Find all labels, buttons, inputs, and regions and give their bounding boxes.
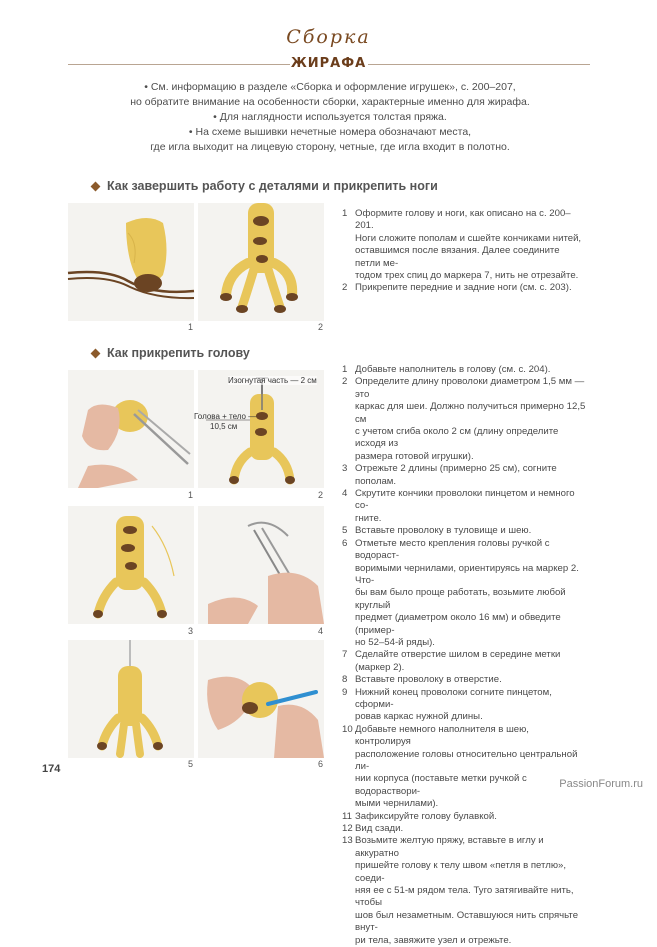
step-number: 4 bbox=[342, 488, 348, 500]
step-line: бы вам было проще работать, возьмите любой круглый bbox=[355, 587, 566, 611]
step-line: Отметьте место крепления головы ручкой с водораст- bbox=[355, 537, 550, 562]
step-item bbox=[342, 649, 587, 674]
step-number: 2 bbox=[342, 376, 348, 388]
section1-title: Как завершить работу с деталями и прикрепить ноги bbox=[107, 179, 438, 193]
intro-line: где игла выходит на лицевую сторону, четные, где игла входит в полотно. bbox=[150, 141, 510, 153]
section2-photo-1 bbox=[68, 370, 194, 488]
step-line: воримыми чернилами, ориентируясь на маркер 2. Что- bbox=[355, 562, 579, 586]
step-text bbox=[355, 538, 587, 650]
section2-title: Как прикрепить голову bbox=[107, 346, 250, 360]
step-line: Отрежьте 2 длины (примерно 25 см), согните пополам. bbox=[355, 463, 557, 487]
step-number: 10 bbox=[342, 723, 353, 735]
step-text bbox=[355, 376, 587, 463]
diamond-bullet-icon bbox=[91, 181, 101, 191]
annotation-line: 10,5 см bbox=[210, 422, 238, 431]
step-number: 8 bbox=[342, 674, 348, 686]
site-watermark: PassionForum.ru bbox=[559, 778, 643, 790]
step-text bbox=[355, 687, 587, 724]
step-item bbox=[342, 811, 587, 823]
step-item bbox=[342, 282, 587, 294]
step-number: 6 bbox=[342, 537, 348, 549]
step-line: Определите длину проволоки диаметром 1,5 мм — это bbox=[355, 376, 585, 400]
photo-number: 2 bbox=[318, 490, 324, 500]
step-number: 13 bbox=[342, 835, 353, 847]
step-line: тодом трех спиц до маркера 7, нить не отрезайте. bbox=[355, 270, 579, 282]
step-line: мыми чернилами). bbox=[355, 798, 439, 810]
step-text bbox=[355, 364, 587, 376]
step-number: 1 bbox=[342, 208, 348, 219]
step-line: Вид сзади. bbox=[355, 823, 404, 835]
step-line: размера готовой игрушки). bbox=[355, 450, 474, 462]
section2-steps bbox=[342, 364, 587, 947]
step-number: 7 bbox=[342, 649, 348, 661]
step-number: 5 bbox=[342, 525, 348, 537]
step-line: Добавьте наполнитель в голову (см. с. 204). bbox=[355, 364, 551, 375]
step-line: ри тела, завяжите узел и отрежьте. bbox=[355, 934, 512, 946]
step-text bbox=[355, 208, 587, 282]
section2-photo-3 bbox=[68, 506, 194, 624]
step-text bbox=[355, 525, 587, 537]
section1-heading bbox=[92, 179, 438, 193]
section1-photo-2 bbox=[198, 203, 324, 321]
step-number: 3 bbox=[342, 463, 348, 475]
step-item bbox=[342, 674, 587, 686]
section2-photo-5 bbox=[68, 640, 194, 758]
header-sub-title: ЖИРАФА bbox=[290, 56, 367, 71]
step-line: Добавьте немного наполнителя в шею, контролируя bbox=[355, 723, 529, 748]
photo-number: 6 bbox=[318, 759, 324, 769]
step-line: няя ее с 51-м рядом тела. Туго затягивайте нить, чтобы bbox=[355, 885, 574, 909]
step-item bbox=[342, 376, 587, 463]
step-line: оставшимся после вязания. Далее соедините петли ме- bbox=[355, 245, 560, 269]
step-item bbox=[342, 525, 587, 537]
step-text bbox=[355, 835, 587, 947]
photo-number: 2 bbox=[318, 322, 324, 332]
step-item bbox=[342, 364, 587, 376]
step-line: пришейте голову к телу швом «петля в петлю», соеди- bbox=[355, 860, 567, 884]
step-line: расположение головы относительно центральной ли- bbox=[355, 748, 578, 772]
intro-line: • На схеме вышивки нечетные номера обозначают места, bbox=[188, 126, 472, 138]
step-item bbox=[342, 835, 587, 947]
step-line: Возьмите желтую пряжу, вставьте в иглу и аккуратно bbox=[355, 835, 544, 859]
step-number: 12 bbox=[342, 823, 353, 835]
photo-number: 4 bbox=[318, 626, 324, 636]
step-line: с учетом сгиба около 2 см (длину определите исходя из bbox=[355, 426, 559, 450]
section2-photo-4 bbox=[198, 506, 324, 624]
step-number: 11 bbox=[342, 810, 352, 822]
step-number: 9 bbox=[342, 686, 348, 698]
step-item bbox=[342, 687, 587, 724]
step-line: Вставьте проволоку в туловище и шею. bbox=[355, 525, 532, 537]
step-line: предмет (диаметром около 16 мм) и обведите (пример- bbox=[355, 612, 561, 636]
step-text bbox=[355, 811, 587, 823]
step-line: Сделайте отверстие шилом в середине метки (маркер 2). bbox=[355, 649, 561, 673]
section2-photo-2 bbox=[194, 370, 324, 488]
step-line: шов был незаметным. Оставшуюся нить спрячьте внут- bbox=[355, 909, 579, 934]
step-line: Вставьте проволоку в отверстие. bbox=[355, 674, 502, 686]
step-line: Нижний конец проволоки согните пинцетом, сформи- bbox=[355, 686, 552, 710]
step-text bbox=[355, 724, 587, 811]
intro-line: • См. информацию в разделе «Сборка и оформление игрушек», с. 200–207, bbox=[144, 81, 516, 93]
step-line: Прикрепите передние и задние ноги (см. с. 203). bbox=[355, 282, 572, 294]
step-line: Ноги сложите пополам и сшейте кончиками нитей, bbox=[355, 232, 582, 244]
section1-steps bbox=[342, 208, 587, 295]
photo-number: 5 bbox=[188, 759, 194, 769]
step-line: но 52–54-й ряды). bbox=[355, 636, 435, 648]
section2-heading bbox=[92, 346, 250, 360]
step-line: гните. bbox=[355, 512, 382, 524]
step-text bbox=[355, 823, 587, 835]
photo-number: 1 bbox=[188, 490, 194, 500]
section2-photo-6 bbox=[198, 640, 324, 758]
step-line: ровав каркас нужной длины. bbox=[355, 711, 483, 723]
intro-notes bbox=[110, 80, 550, 155]
page-number: 174 bbox=[42, 763, 61, 775]
page-header bbox=[0, 26, 657, 74]
step-text bbox=[355, 488, 587, 525]
header-script-title: Сборка bbox=[286, 26, 371, 48]
step-number: 1 bbox=[342, 364, 348, 375]
step-item bbox=[342, 208, 587, 282]
intro-line: • Для наглядности используется толстая пряжа. bbox=[213, 111, 447, 123]
step-text bbox=[355, 463, 587, 488]
step-number: 2 bbox=[342, 282, 348, 294]
step-line: Скрутите кончики проволоки пинцетом и немного со- bbox=[355, 488, 575, 512]
diamond-bullet-icon bbox=[91, 348, 101, 358]
intro-line: но обратите внимание на особенности сборки, характерные именно для жирафа. bbox=[130, 96, 530, 108]
step-item bbox=[342, 488, 587, 525]
step-line: каркас для шеи. Должно получиться примерно 12,5 см bbox=[355, 401, 586, 425]
step-item bbox=[342, 724, 587, 811]
photo-number: 1 bbox=[188, 322, 194, 332]
step-item bbox=[342, 538, 587, 650]
step-line: Оформите голову и ноги, как описано на с. 200–201. bbox=[355, 208, 571, 232]
step-item bbox=[342, 823, 587, 835]
annotation-line: Голова + тело — bbox=[194, 412, 257, 421]
step-text bbox=[355, 282, 587, 294]
step-line: нии корпуса (поставьте метки ручкой с водораствори- bbox=[355, 773, 527, 797]
step-text bbox=[355, 649, 587, 674]
step-item bbox=[342, 463, 587, 488]
section1-photo-1 bbox=[68, 203, 194, 321]
step-text bbox=[355, 674, 587, 686]
photo-number: 3 bbox=[188, 626, 194, 636]
annotation-bent-length: Изогнутая часть — 2 см bbox=[228, 376, 317, 385]
step-line: Зафиксируйте голову булавкой. bbox=[355, 810, 497, 822]
annotation-body-length bbox=[194, 412, 256, 432]
